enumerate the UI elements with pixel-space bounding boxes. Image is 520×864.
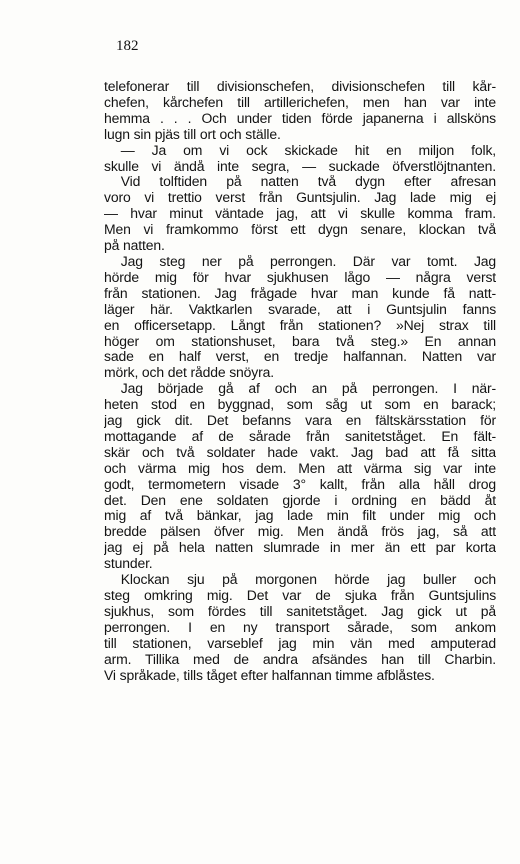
text-line: lugn sin pjäs till ort och ställe. [104,127,281,143]
text-line: hörde mig för hvar sjukhusen lågo — några verst [104,270,497,286]
text-line: Vid tolftiden på natten två dygn efter afresan [120,175,497,191]
text-line: heten stod en byggnad, som såg ut som en barack; [104,398,497,414]
text-line: till stationen, varseblef jag min vän med amputerad [104,636,497,652]
text-line: Men vi framkommo först ett dygn senare, klockan två [104,223,497,239]
text-line: läger här. Vaktkarlen svarade, att i Guntsjulin fanns [104,302,497,318]
text-line: sade en half verst, en tredje halfannan. Natten var [104,350,497,366]
text-line: voro vi trettio verst från Guntsjulin. Jag lade mig ej [104,191,497,207]
body-text [104,80,496,684]
text-line: det. Den ene soldaten gjorde i ordning en bädd åt [104,493,497,509]
text-line: chefen, kårchefen till artillerichefen, men han var inte [104,95,497,111]
text-line: perrongen. I en ny transport sårade, som ankom [104,620,497,636]
text-line: jag ej på hela natten slumrade in mer än ett par korta [104,541,497,557]
text-line: steg omkring mig. Det var de sjuka från Guntsjulins [104,589,497,604]
text-line: höger om stationshuset, bara två steg.» En annan [104,334,497,350]
text-line: mig af två bänkar, jag lade min filt under mig och [104,509,497,525]
page-number: 182 [116,38,139,54]
text-line: stunder. [104,557,153,573]
text-line: på natten. [104,239,165,255]
text-line: skär och två soldater hade vakt. Jag bad att få sitta [104,445,497,461]
text-line: en officersetapp. Långt från stationen? »Nej strax till [104,318,497,334]
text-line: godt, termometern visade 3° kallt, från alla håll drog [104,477,497,493]
text-line: skulle vi ändå inte segra, — suckade öfverstlöjtnanten. [104,159,497,175]
text-line: hemma . . . Och under tiden förde japanerna i allsköns [104,111,497,127]
text-line: från stationen. Jag frågade hvar man kunde få natt- [104,286,497,302]
text-line: bredde pälsen öfver mig. Men ändå frös jag, så att [104,525,497,541]
text-line: mottagande af de sårade från sanitetståget. En fält- [104,429,497,445]
text-line: Jag började gå af och an på perrongen. I när- [120,382,497,398]
text-line: — Ja om vi ock skickade hit en miljon folk, [120,143,497,159]
text-line: och värma mig hos dem. Men att värma sig var inte [104,461,497,477]
text-line: Jag steg ner på perrongen. Där var tomt. Jag [120,254,497,270]
text-line: telefonerar till divisionschefen, divisionschefen till kår- [104,80,497,95]
text-line: Klockan sju på morgonen hörde jag buller och [120,573,497,589]
text-line: arm. Tillika med de andra afsändes han till Charbin. [104,652,497,668]
text-line: Vi språkade, tills tåget efter halfannan timme afblåstes. [104,668,435,684]
text-line: — hvar minut väntade jag, att vi skulle komma fram. [104,207,497,223]
text-line: jag gick dit. Det befanns vara en fältskärsstation för [104,414,497,430]
text-line: sjukhus, som fördes till sanitetståget. Jag gick ut på [104,604,497,620]
text-line: mörk, och det rådde snöyra. [104,366,275,382]
